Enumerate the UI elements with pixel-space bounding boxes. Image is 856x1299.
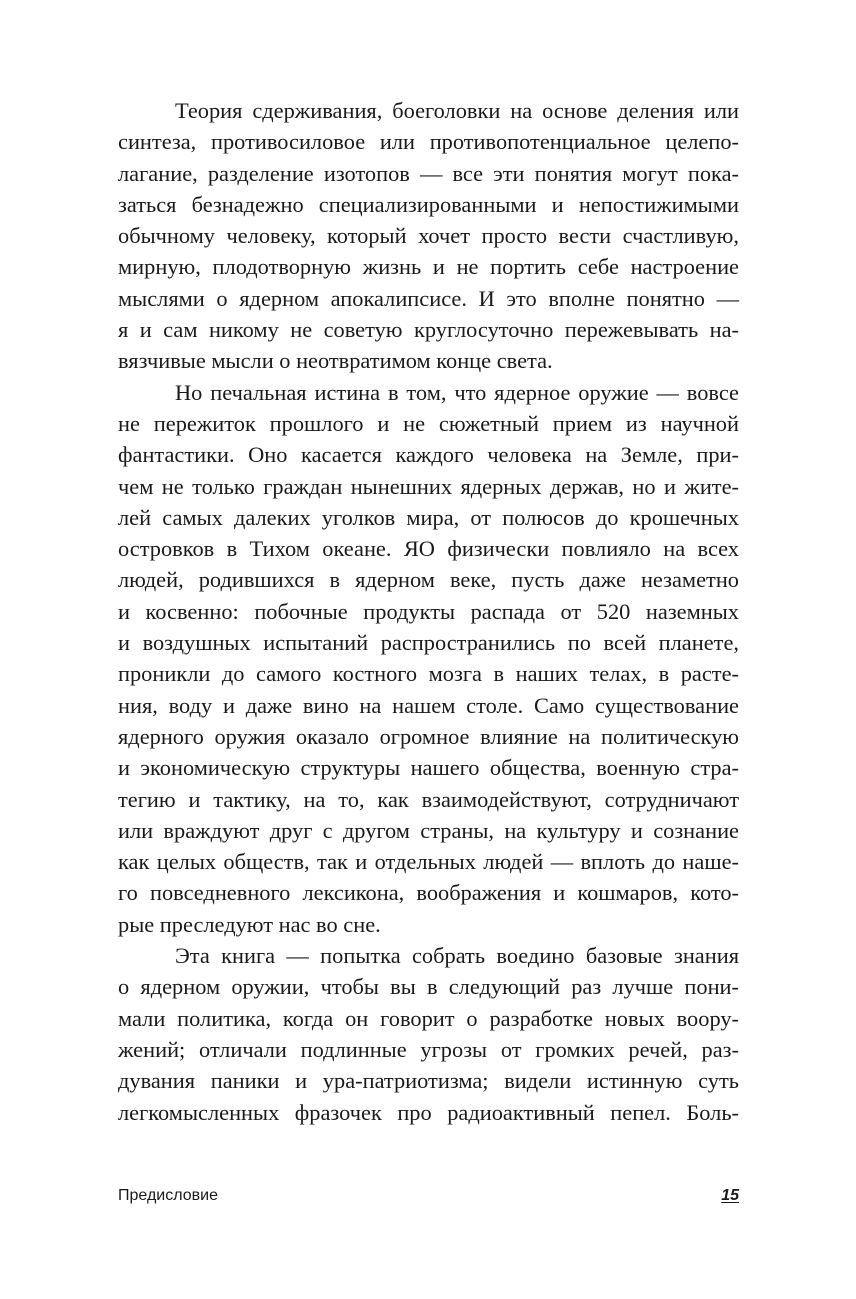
text-line: жений; отличали подлинные угрозы от громких речей, раз-: [118, 1036, 739, 1062]
running-head: Предисловие: [118, 1187, 218, 1204]
text-line: фантастики. Оно касается каждого человека на Земле, при-: [118, 442, 739, 468]
text-line: го повседневного лексикона, воображения и кошмаров, кото-: [118, 880, 739, 906]
text-line: или враждуют друг с другом страны, на культуру и сознание: [118, 817, 739, 843]
text-line: мирную, плодотворную жизнь и не портить себе настроение: [118, 254, 739, 280]
text-line: рые преследуют нас во сне.: [118, 911, 381, 937]
text-line: вязчивые мысли о неотвратимом конце света.: [118, 348, 553, 374]
text-line: проникли до самого костного мозга в наших телах, в расте-: [118, 661, 739, 687]
text-line: как целых обществ, так и отдельных людей — вплоть до наше-: [118, 849, 739, 875]
paragraph-3: [118, 940, 739, 1128]
text-line: и косвенно: побочные продукты распада от 520 наземных: [118, 598, 739, 624]
text-line: ния, воду и даже вино на нашем столе. Само существование: [118, 692, 739, 718]
text-line: мали политика, когда он говорит о разработке новых воору-: [118, 1005, 739, 1031]
text-line: синтеза, противосиловое или противопотенциальное целепо-: [118, 129, 739, 155]
text-line: островков в Тихом океане. ЯО физически повлияло на всех: [118, 536, 739, 562]
text-line: людей, родившихся в ядерном веке, пусть даже незаметно: [118, 567, 739, 593]
text-line: я и сам никому не советую круглосуточно пережевывать на-: [118, 317, 739, 343]
text-line: заться безнадежно специализированными и непостижимыми: [118, 191, 739, 217]
text-line: Теория сдерживания, боеголовки на основе деления или: [175, 98, 739, 123]
text-line: не пережиток прошлого и не сюжетный прием из научной: [118, 410, 739, 436]
text-line: Эта книга — попытка собрать воедино базовые знания: [175, 943, 739, 969]
text-line: и экономическую структуры нашего общества, военную стра-: [118, 755, 739, 781]
paragraph-1: [118, 95, 739, 377]
body-text: [118, 95, 739, 1128]
text-line: дувания паники и ура-патриотизма; видели истинную суть: [118, 1068, 739, 1094]
paragraph-2: [118, 377, 739, 940]
text-line: и воздушных испытаний распространились по всей планете,: [118, 630, 739, 656]
text-line: мыслями о ядерном апокалипсисе. И это вполне понятно —: [118, 285, 739, 311]
page-footer: [118, 1186, 739, 1208]
text-line: обычному человеку, который хочет просто вести счастливую,: [118, 223, 739, 249]
text-line: Но печальная истина в том, что ядерное оружие — вовсе: [175, 379, 739, 405]
text-line: ядерного оружия оказало огромное влияние на политическую: [118, 723, 739, 749]
text-line: лагание, разделение изотопов — все эти понятия могут пока-: [118, 160, 739, 186]
text-line: лей самых далеких уголков мира, от полюсов до крошечных: [118, 504, 739, 530]
page-number: 15: [721, 1187, 739, 1204]
text-line: легкомысленных фразочек про радиоактивный пепел. Боль-: [118, 1099, 739, 1125]
text-line: тегию и тактику, на то, как взаимодействуют, сотрудничают: [118, 786, 739, 812]
text-line: чем не только граждан нынешних ядерных держав, но и жите-: [118, 473, 739, 499]
text-line: о ядерном оружии, чтобы вы в следующий раз лучше пони-: [118, 974, 739, 1000]
